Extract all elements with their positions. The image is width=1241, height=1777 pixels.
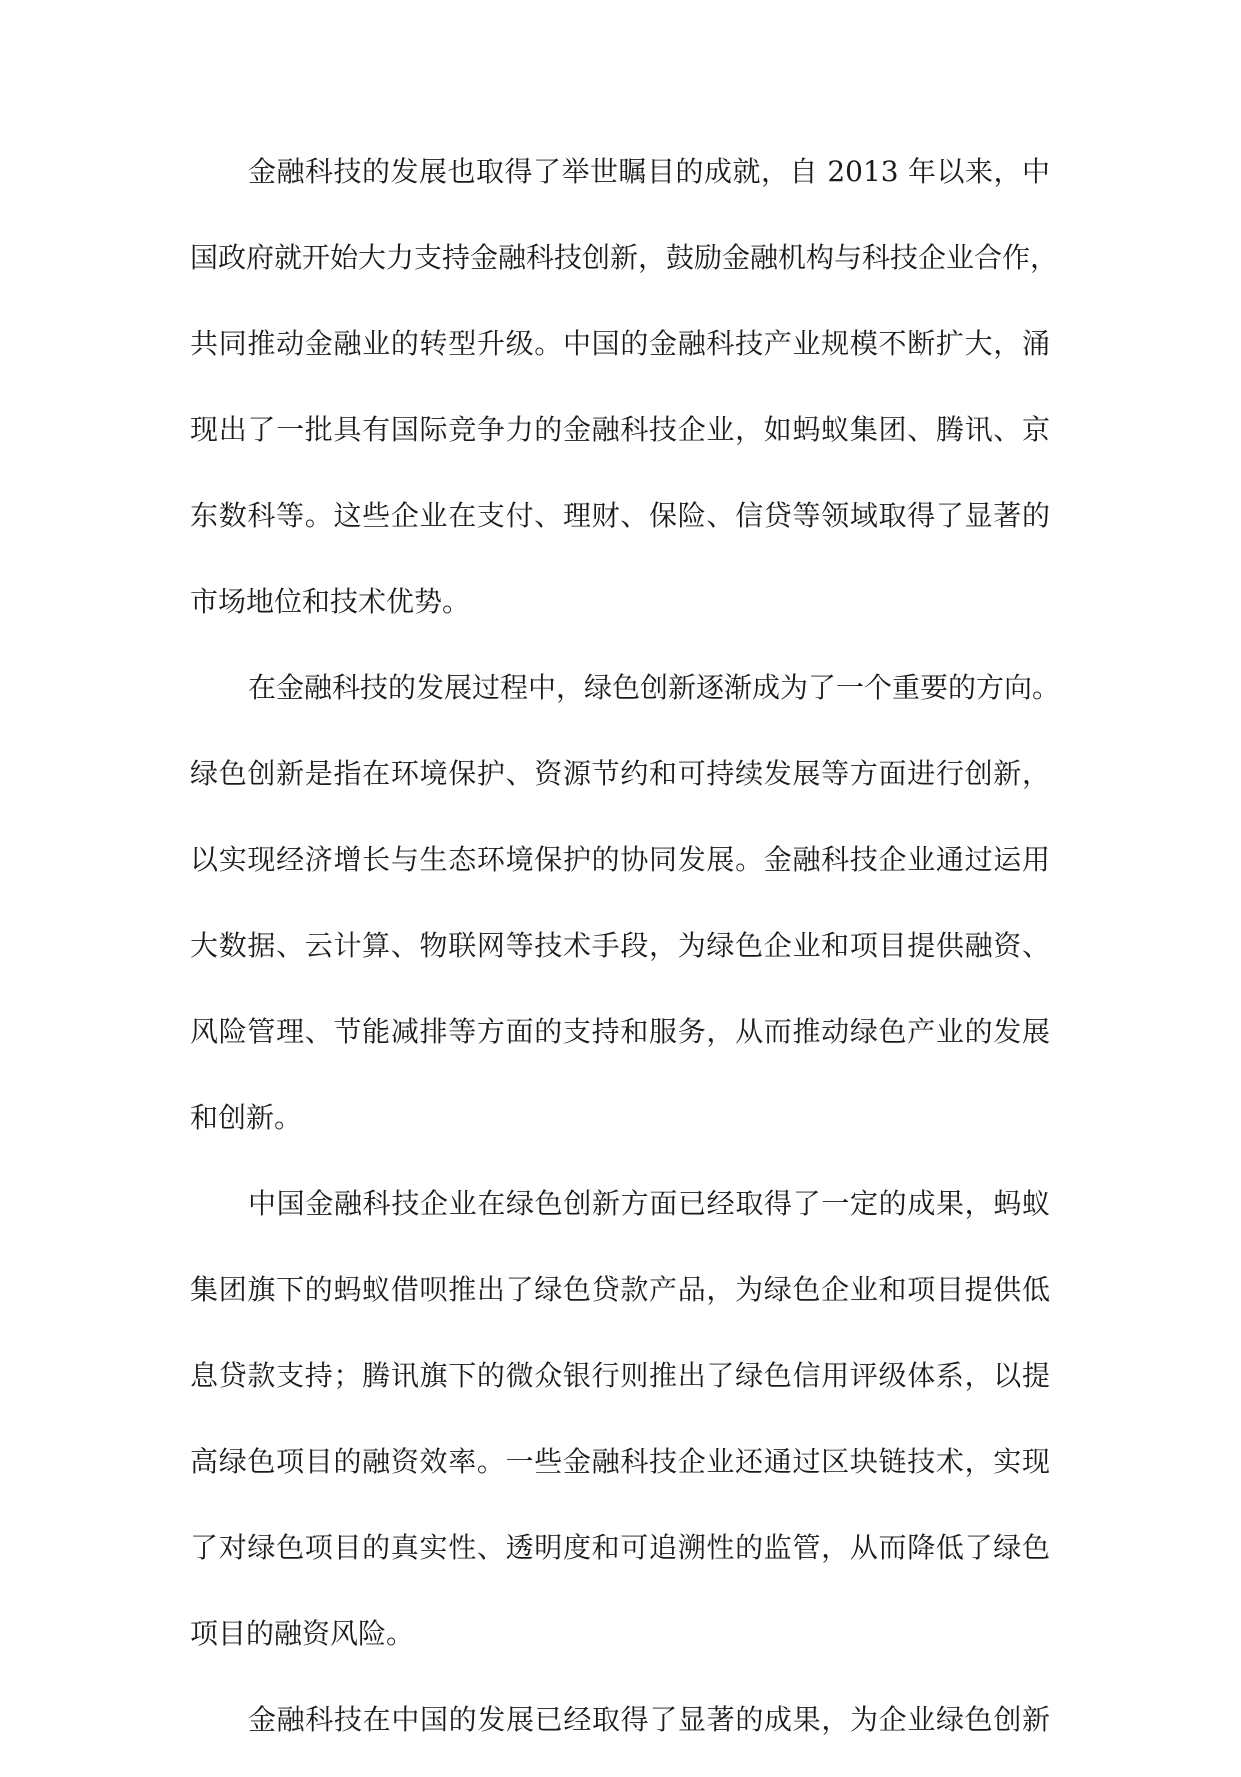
paragraph-3 <box>190 1175 1050 1691</box>
paragraph-line: 以实现经济增长与生态环境保护的协同发展。金融科技企业通过运用 <box>190 843 1050 876</box>
paragraph-4 <box>190 1691 1050 1777</box>
paragraph-line: 金融科技的发展也取得了举世瞩目的成就，自 2013 年以来，中 <box>248 155 1050 188</box>
paragraph-line: 风险管理、节能减排等方面的支持和服务，从而推动绿色产业的发展 <box>190 1015 1050 1048</box>
paragraph-line: 国政府就开始大力支持金融科技创新，鼓励金融机构与科技企业合作， <box>190 241 1059 274</box>
paragraph-line: 了对绿色项目的真实性、透明度和可追溯性的监管，从而降低了绿色 <box>190 1531 1050 1564</box>
paragraph-line: 高绿色项目的融资效率。一些金融科技企业还通过区块链技术，实现 <box>190 1445 1050 1478</box>
paragraph-line: 中国金融科技企业在绿色创新方面已经取得了一定的成果，蚂蚁 <box>248 1187 1050 1220</box>
paragraph-line: 息贷款支持；腾讯旗下的微众银行则推出了绿色信用评级体系，以提 <box>190 1359 1050 1392</box>
paragraph-line: 大数据、云计算、物联网等技术手段，为绿色企业和项目提供融资、 <box>190 929 1050 962</box>
paragraph-line: 集团旗下的蚂蚁借呗推出了绿色贷款产品，为绿色企业和项目提供低 <box>190 1273 1050 1306</box>
document-body <box>190 143 1061 1777</box>
paragraph-line: 共同推动金融业的转型升级。中国的金融科技产业规模不断扩大，涌 <box>190 327 1050 360</box>
paragraph-line: 绿色创新是指在环境保护、资源节约和可持续发展等方面进行创新， <box>190 757 1050 790</box>
paragraph-2 <box>190 659 1061 1175</box>
paragraph-line: 在金融科技的发展过程中，绿色创新逐渐成为了一个重要的方向。 <box>248 671 1061 704</box>
paragraph-1 <box>190 143 1059 659</box>
paragraph-line: 和创新。 <box>190 1101 303 1134</box>
paragraph-line: 金融科技在中国的发展已经取得了显著的成果，为企业绿色创新 <box>248 1703 1050 1736</box>
paragraph-line: 市场地位和技术优势。 <box>190 585 471 618</box>
paragraph-line: 现出了一批具有国际竞争力的金融科技企业，如蚂蚁集团、腾讯、京 <box>190 413 1050 446</box>
paragraph-line: 东数科等。这些企业在支付、理财、保险、信贷等领域取得了显著的 <box>190 499 1050 532</box>
paragraph-line: 项目的融资风险。 <box>190 1617 415 1650</box>
